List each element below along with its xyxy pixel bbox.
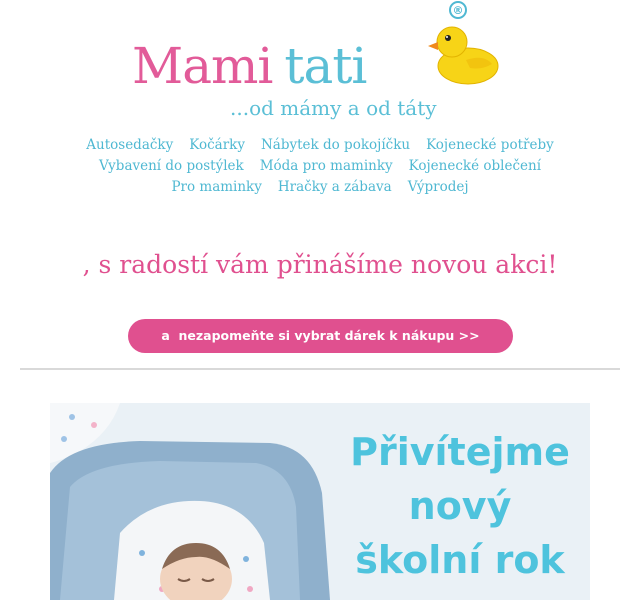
nav-link-nabytek[interactable]: Nábytek do pokojíčku <box>260 137 411 153</box>
nav-link-obleceni[interactable]: Kojenecké oblečení <box>408 158 542 174</box>
rubber-duck-icon <box>426 0 504 90</box>
logo-mami: Mami <box>132 37 273 95</box>
nav-link-hracky[interactable]: Hračky a zábava <box>277 179 392 195</box>
category-nav <box>0 135 640 198</box>
banner-line-2: nový <box>408 484 512 528</box>
logo[interactable] <box>130 4 510 126</box>
trademark-symbol: ® <box>452 4 464 17</box>
nav-link-vybaveni[interactable]: Vybavení do postýlek <box>98 158 244 174</box>
banner-line-3: školní rok <box>355 538 565 582</box>
banner-line-1: Přivítejme <box>350 430 570 474</box>
nav-row-2 <box>0 156 640 177</box>
headline: , s radostí vám přinášíme novou akci! <box>82 250 558 279</box>
nav-row-1 <box>0 135 640 156</box>
nav-link-moda[interactable]: Móda pro maminky <box>259 158 393 174</box>
nav-row-3 <box>0 177 640 198</box>
logo-wordmark <box>132 38 366 94</box>
divider <box>20 368 620 370</box>
nav-link-autosedacky[interactable]: Autosedačky <box>86 137 174 153</box>
logo-tagline: ...od mámy a od táty <box>230 96 437 120</box>
gift-cta-button[interactable]: a nezapomeňte si vybrat dárek k nákupu >> <box>128 319 513 353</box>
banner-headline <box>340 425 580 587</box>
nav-link-vyprodej[interactable]: Výprodej <box>407 179 469 195</box>
nav-link-pro-maminky[interactable]: Pro maminky <box>171 179 262 195</box>
nav-link-kocarky[interactable]: Kočárky <box>189 137 245 153</box>
promo-banner[interactable] <box>50 403 590 600</box>
nav-link-kojenecke-potreby[interactable]: Kojenecké potřeby <box>426 137 554 153</box>
logo-tati: tati <box>284 37 367 95</box>
